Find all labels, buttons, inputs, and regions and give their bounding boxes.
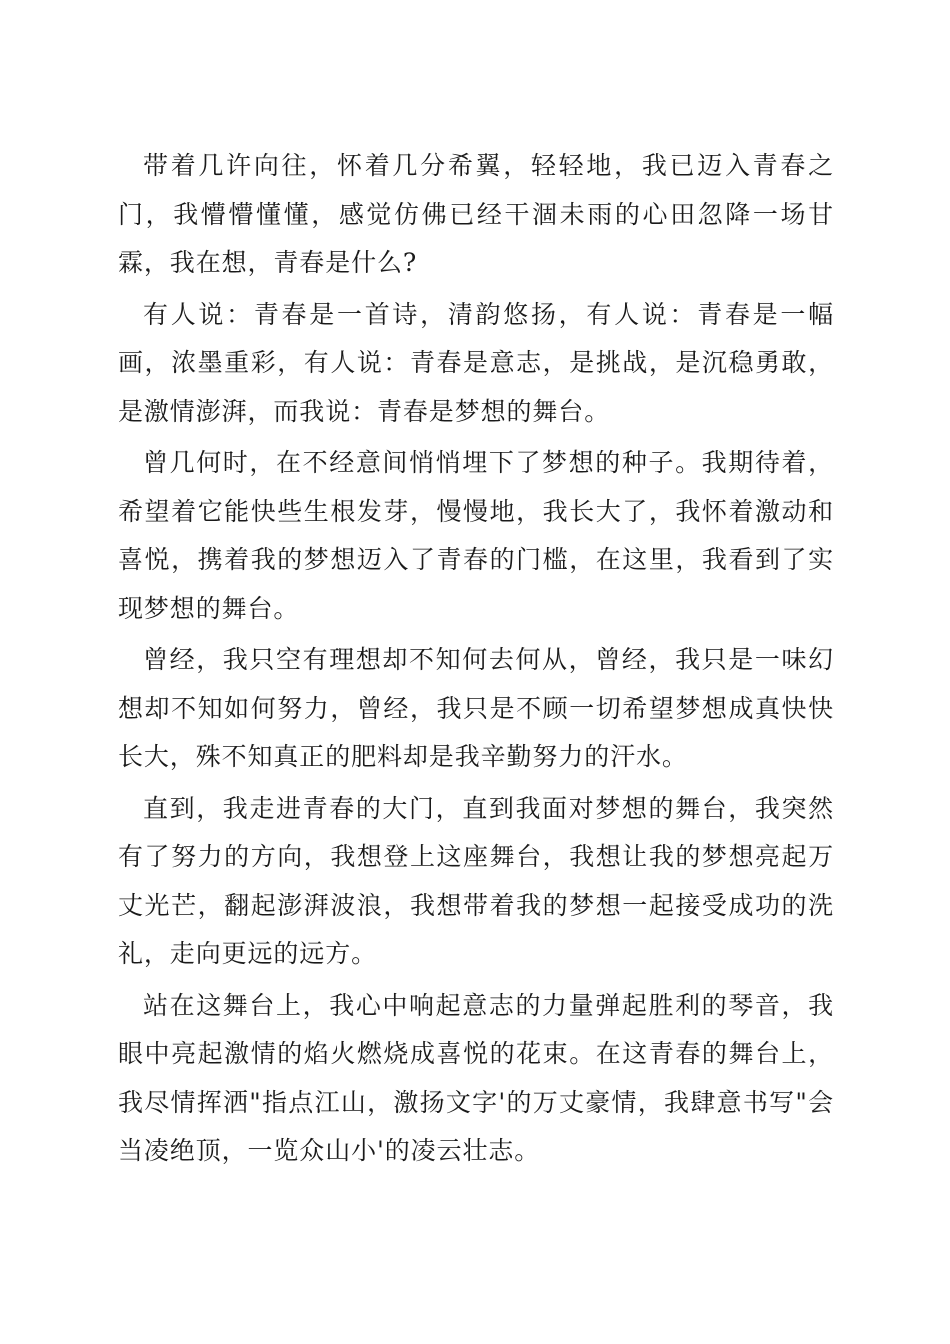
- paragraph-5: 直到，我走进青春的大门，直到我面对梦想的舞台，我突然有了努力的方向，我想登上这座舞台，我想让我的梦想亮起万丈光芒，翻起澎湃波浪，我想带着我的梦想一起接受成功的洗礼，走向更远的远方。: [118, 793, 834, 968]
- paragraph-4: 曾经，我只空有理想却不知何去何从，曾经，我只是一味幻想却不知如何努力，曾经，我只是不顾一切希望梦想成真快快长大，殊不知真正的肥料却是我辛勤努力的汗水。: [118, 645, 834, 771]
- paragraph-1: 带着几许向往，怀着几分希翼，轻轻地，我已迈入青春之门，我懵懵懂懂，感觉仿佛已经干涸未雨的心田忽降一场甘霖，我在想，青春是什么?: [118, 151, 834, 277]
- paragraph-6: 站在这舞台上，我心中响起意志的力量弹起胜利的琴音，我眼中亮起激情的焰火燃烧成喜悦的花束。在这青春的舞台上，我尽情挥洒"指点江山，激扬文字'的万丈豪情，我肆意书写"会当凌绝顶，一览众山小'的凌云壮志。: [118, 990, 834, 1165]
- paragraph-2: 有人说：青春是一首诗，清韵悠扬，有人说：青春是一幅画，浓墨重彩，有人说：青春是意志，是挑战，是沉稳勇敢，是激情澎湃，而我说：青春是梦想的舞台。: [118, 299, 834, 426]
- paragraph-3: 曾几何时，在不经意间悄悄埋下了梦想的种子。我期待着，希望着它能快些生根发芽，慢慢地，我长大了，我怀着激动和喜悦，携着我的梦想迈入了青春的门槛，在这里，我看到了实现梦想的舞台。: [118, 448, 834, 623]
- document-body: [118, 142, 834, 1179]
